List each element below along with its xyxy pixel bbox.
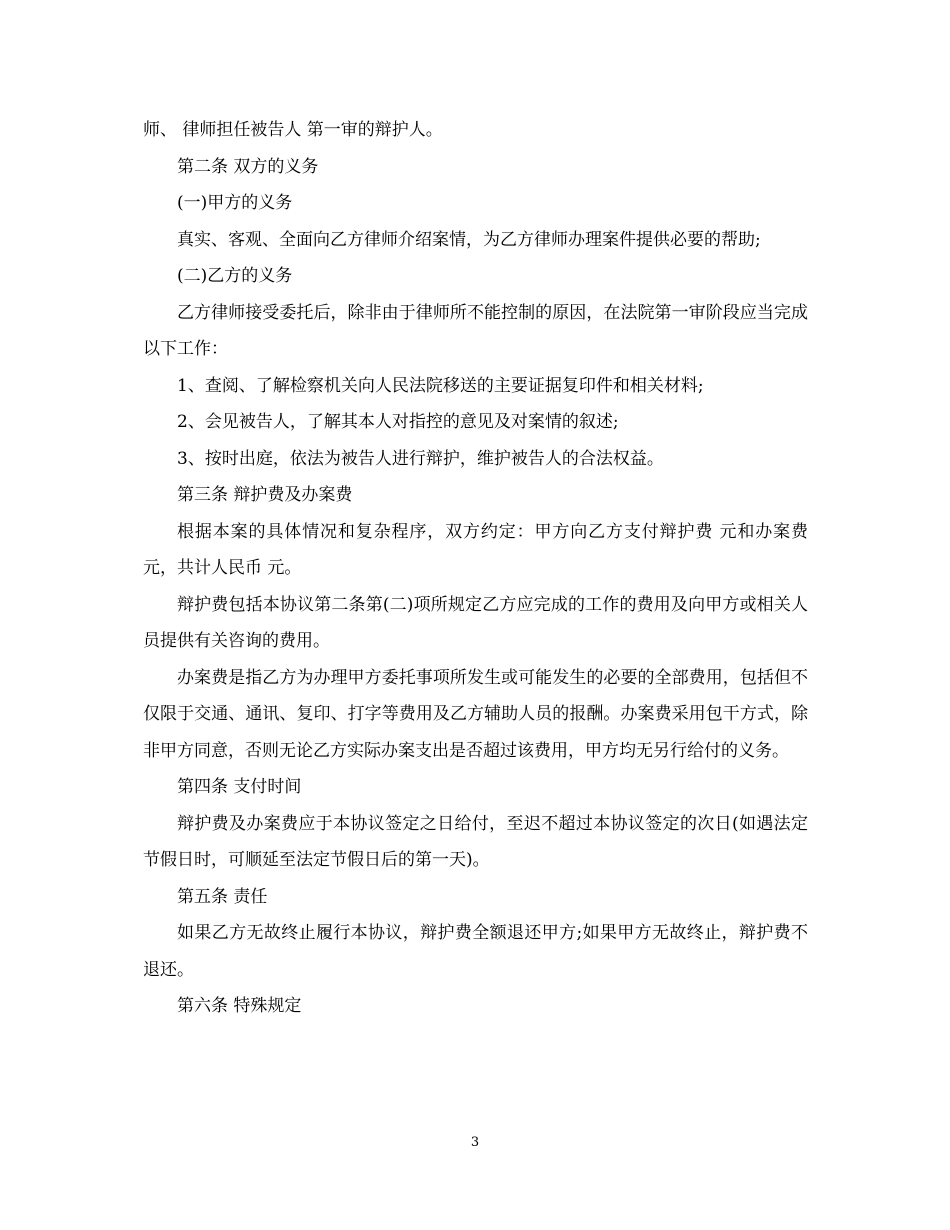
paragraph: 真实、客观、全面向乙方律师介绍案情，为乙方律师办理案件提供必要的帮助; [177,229,761,250]
paragraph: 如果乙方无故终止履行本协议，辩护费全额退还甲方;如果甲方无故终止，辩护费不退还。 [143,923,808,980]
page-number: 3 [470,1135,480,1150]
paragraph: 辩护费包括本协议第二条第(二)项所规定乙方应完成的工作的费用及向甲方或相关人员提供有关咨询的费用。 [143,594,808,651]
document-body [143,112,808,1025]
subsection-heading: (一)甲方的义务 [177,193,293,213]
list-item: 2、会见被告人，了解其本人对指控的意见及对案情的叙述; [177,412,619,432]
paragraph: 办案费是指乙方为办理甲方委托事项所发生或可能发生的必要的全部费用，包括但不仅限于交通、通讯、复印、打字等费用及乙方辅助人员的报酬。办案费采用包干方式，除非甲方同意，否则无论乙方实际办案支出是否超过该费用，甲方均无另行给付的义务。 [143,667,808,761]
section-heading: 第四条 支付时间 [177,777,302,797]
subsection-heading: (二)乙方的义务 [177,266,293,286]
section-heading: 第三条 辩护费及办案费 [177,485,353,505]
paragraph: 根据本案的具体情况和复杂程序，双方约定：甲方向乙方支付辩护费 元和办案费 元，共计人民币 元。 [143,521,808,578]
section-heading: 第六条 特殊规定 [177,996,302,1016]
list-item: 1、查阅、了解检察机关向人民法院移送的主要证据复印件和相关材料; [177,375,704,396]
paragraph: 乙方律师接受委托后，除非由于律师所不能控制的原因，在法院第一审阶段应当完成以下工作： [143,302,808,359]
section-heading: 第五条 责任 [177,886,268,907]
paragraph: 辩护费及办案费应于本协议签定之日给付，至迟不超过本协议签定的次日(如遇法定节假日时，可顺延至法定节假日后的第一天)。 [143,813,808,870]
paragraph: 师、 律师担任被告人 第一审的辩护人。 [143,120,443,140]
section-heading: 第二条 双方的义务 [177,156,319,177]
list-item: 3、按时出庭，依法为被告人进行辩护，维护被告人的合法权益。 [177,448,664,469]
